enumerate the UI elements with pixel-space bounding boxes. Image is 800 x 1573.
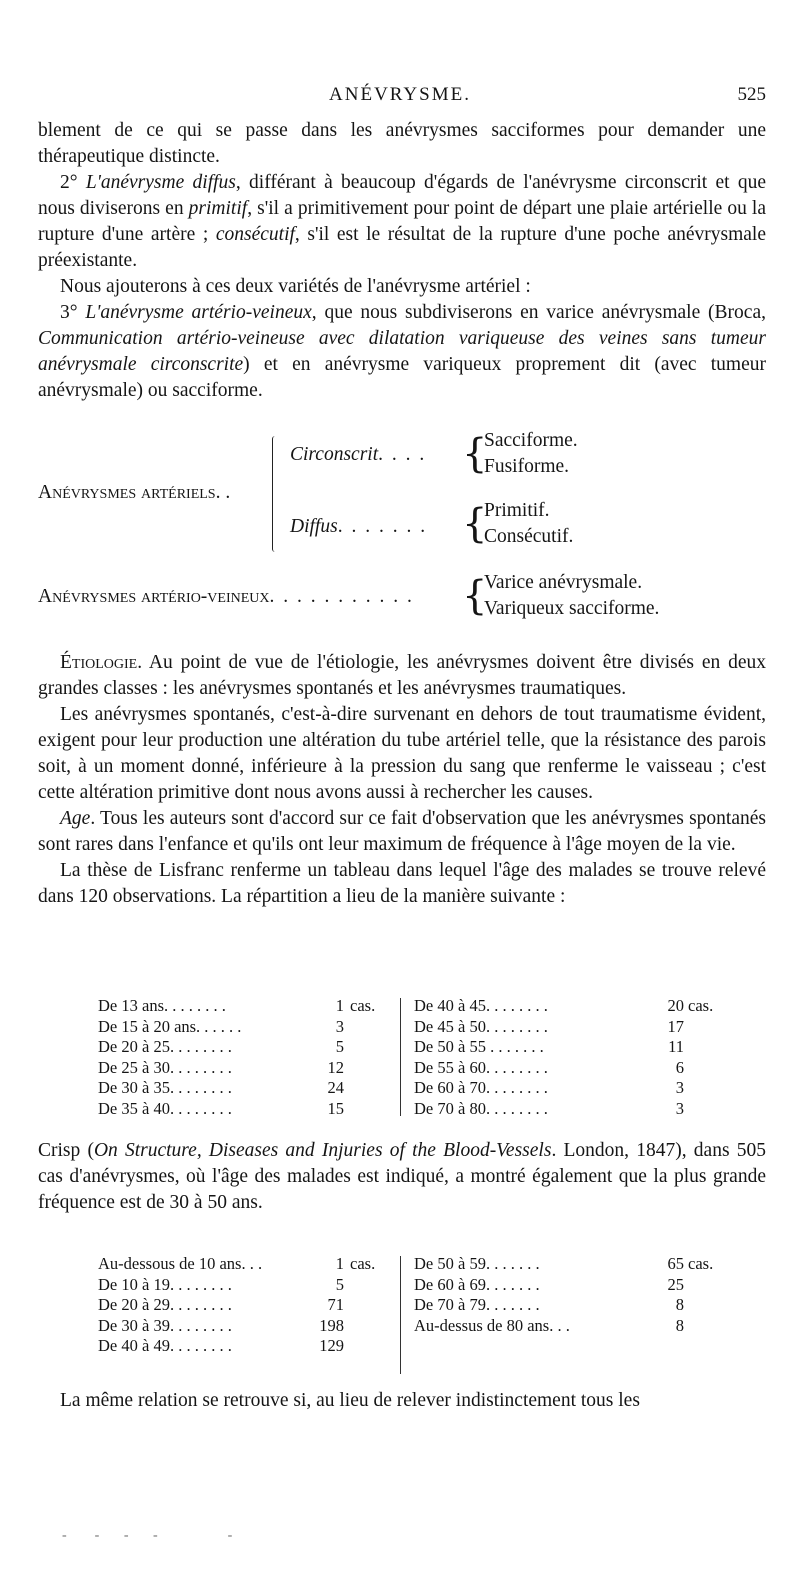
text-span: , s'il a primitivement pour point de départ une plaie artérielle ou la rupture d'une artère ; [38, 198, 767, 245]
table-row [414, 996, 714, 1017]
case-count: 24 [327, 1078, 344, 1097]
label-circonscrit: Circonscrit [290, 444, 379, 465]
paragraph-crisp [38, 1138, 766, 1216]
table-row [98, 996, 398, 1017]
left-bracket [272, 436, 279, 552]
classification-diagram [38, 430, 766, 620]
text-span: ) et en anévrysme variqueux proprement dit (avec tumeur anévrysmale) ou sacciforme. [38, 354, 766, 401]
age-range-label: De 50 à 55 . . . . . . . [414, 1037, 544, 1056]
case-count: 8 [675, 1315, 684, 1335]
label-diffus: Diffus [290, 516, 338, 537]
brace-icon: { [462, 501, 488, 547]
paragraph-spontanes: Les anévrysmes spontanés, c'est-à-dire survenant en dehors de tout traumatisme évident, exigent pour leur production une altération du tube artériel telle, que la résistance des parois soit, à un moment donné, inférieure à la pression du sang que renferme le vaisseau ; c'est cette altération primitive dont nous avons aussi à rechercher les causes. [38, 704, 766, 803]
age-range-label: De 60 à 70. . . . . . . . [414, 1078, 548, 1097]
label-circonscrit-row [290, 444, 426, 466]
term-diffus: L'anévrysme diffus [85, 172, 236, 193]
age-range-label: De 30 à 39. . . . . . . . [98, 1315, 232, 1335]
case-count: 20 [667, 996, 684, 1015]
age-range-label: De 35 à 40. . . . . . . . [98, 1098, 232, 1118]
case-count: 3 [675, 1098, 684, 1118]
item-consecutif: Consécutif. [484, 526, 574, 547]
text-span: Crisp ( [38, 1140, 94, 1161]
case-count: 5 [335, 1274, 344, 1294]
age-range-label: De 30 à 35. . . . . . . . [98, 1078, 232, 1097]
age-range-label: De 13 ans. . . . . . . . [98, 996, 226, 1015]
age-range-label: De 70 à 79. . . . . . . [414, 1295, 540, 1314]
table-row [98, 1058, 398, 1079]
page-number: 525 [737, 84, 766, 105]
brace-icon: { [462, 431, 488, 477]
text-block-middle [38, 650, 766, 910]
age-range-label: De 50 à 59. . . . . . . [414, 1254, 540, 1273]
case-count: 3 [675, 1078, 684, 1097]
age-range-label: De 40 à 49. . . . . . . . [98, 1336, 232, 1355]
age-range-label: De 10 à 19. . . . . . . . [98, 1274, 232, 1294]
table-row [98, 1099, 398, 1120]
label-arterial: Anévrysmes artériels. . [38, 482, 231, 503]
item-primitif: Primitif. [484, 500, 550, 521]
table-row [98, 1078, 398, 1099]
table-column-left [98, 1254, 398, 1357]
paragraph-arterio-veineux [38, 300, 766, 404]
heading-age: Age [60, 808, 91, 829]
text-span: , s'il est le résultat de la rupture d'une poche anévrysmale préexistante. [38, 224, 766, 271]
text-span: , différant à beaucoup d'égards de l'anévrysme circonscrit et que nous diviserons en [38, 172, 766, 219]
table-row [414, 1078, 714, 1099]
age-range-label: De 60 à 69. . . . . . . [414, 1274, 540, 1294]
paragraph-age [38, 806, 766, 858]
case-count: 6 [675, 1057, 684, 1077]
age-range-label: De 15 à 20 ans. . . . . . [98, 1016, 242, 1036]
case-count: 15 [327, 1098, 344, 1118]
case-count: 1 [335, 996, 344, 1015]
table-lisfranc [98, 996, 718, 1120]
case-count: 1 [335, 1254, 344, 1273]
brace-icon: { [462, 573, 488, 619]
text-block-top [38, 118, 766, 404]
table-row [414, 1099, 714, 1120]
term-consecutif: consécutif [215, 224, 295, 245]
item-sacciforme: Sacciforme. [484, 430, 578, 451]
paragraph-lisfranc: La thèse de Lisfranc renferme un tableau dans lequel l'âge des malades se trouve relevé dans 120 observations. La répartition a lieu de la manière suivante : [38, 860, 766, 907]
table-column-right [414, 1254, 714, 1336]
text-block-bottom [38, 1388, 766, 1414]
case-count: 17 [667, 1016, 684, 1036]
case-count: 198 [319, 1315, 344, 1335]
case-count: 11 [668, 1037, 684, 1056]
text-span: . Au point de vue de l'étiologie, les anévrysmes doivent être divisés en deux grandes classes : les anévrysmes spontanés et les anévrysmes traumatiques. [38, 652, 766, 699]
case-count: 5 [335, 1037, 344, 1056]
term-primitif: primitif [188, 198, 248, 219]
case-count: 8 [675, 1295, 684, 1314]
table-row [98, 1336, 398, 1357]
book-title: On Structure, Diseases and Injuries of the Blood-Vessels [93, 1140, 552, 1161]
unit-label: cas. [688, 996, 714, 1015]
case-count: 3 [335, 1016, 344, 1036]
table-row [414, 1316, 714, 1337]
paragraph-relation: La même relation se retrouve si, au lieu de relever indistinctement tous les [60, 1390, 640, 1411]
label-diffus-row [290, 516, 427, 538]
age-range-label: De 20 à 29. . . . . . . . [98, 1295, 232, 1314]
table-row [98, 1254, 398, 1275]
table-column-left [98, 996, 398, 1119]
text-span: . London, 1847), dans 505 cas d'anévrysmes, où l'âge des malades est indiqué, a montré également que la plus grande fréquence est de 30 à 50 ans. [38, 1140, 766, 1213]
paragraph-continuation: blement de ce qui se passe dans les anévrysmes sacciformes pour demander une thérapeutique distincte. [38, 120, 766, 167]
term-communication: Communication artério-veineuse avec dilatation variqueuse des veines sans tumeur anévrysmale circonscrite [38, 328, 766, 375]
enum-3: 3° [60, 302, 86, 323]
table-row [414, 1058, 714, 1079]
table-row [414, 1295, 714, 1316]
table-row [414, 1017, 714, 1038]
table-row [98, 1295, 398, 1316]
text-span: . Tous les auteurs sont d'accord sur ce fait d'observation que les anévrysmes spontanés sont rares dans l'enfance et qu'ils ont leur maximum de fréquence à l'âge moyen de la vie. [38, 808, 766, 855]
table-column-right [414, 996, 714, 1119]
table-row [414, 1275, 714, 1296]
page-footer-marks: - - - - - [62, 1528, 233, 1543]
age-range-label: Au-dessus de 80 ans. . . [414, 1315, 570, 1335]
table-row [98, 1017, 398, 1038]
table-row [414, 1037, 714, 1058]
age-range-label: De 55 à 60. . . . . . . . [414, 1057, 548, 1077]
item-variqueux: Variqueux sacciforme. [484, 598, 660, 619]
age-range-label: De 20 à 25. . . . . . . . [98, 1037, 232, 1056]
table-row [414, 1254, 714, 1275]
unit-label: cas. [350, 996, 376, 1015]
table-row [98, 1037, 398, 1058]
case-count: 25 [667, 1274, 684, 1294]
case-count: 129 [319, 1336, 344, 1355]
label-arterio-veineux-row [38, 586, 414, 608]
item-fusiforme: Fusiforme. [484, 456, 570, 477]
table-row [98, 1275, 398, 1296]
text-block-crisp [38, 1138, 766, 1216]
table-crisp [98, 1254, 718, 1362]
leader-dots: . . . . [378, 444, 427, 465]
age-range-label: De 45 à 50. . . . . . . . [414, 1016, 548, 1036]
column-divider [400, 998, 401, 1116]
age-range-label: De 40 à 45. . . . . . . . [414, 996, 548, 1015]
label-arterio-veineux: Anévrysmes artério-veineux [38, 586, 270, 607]
item-varice: Varice anévrysmale. [484, 572, 643, 593]
leader-dots: . . . . . . . [337, 516, 428, 537]
column-divider [400, 1256, 401, 1374]
case-count: 12 [327, 1057, 344, 1077]
heading-etiologie: Étiologie [60, 652, 138, 673]
leader-dots: . . . . . . . . . . . [269, 586, 414, 607]
paragraph-etiologie [38, 650, 766, 702]
running-header: ANÉVRYSME. [329, 84, 471, 105]
text-span: , que nous subdiviserons en varice anévrysmale (Broca, [311, 302, 766, 323]
case-count: 71 [327, 1295, 344, 1314]
age-range-label: De 70 à 80. . . . . . . . [414, 1098, 548, 1118]
age-range-label: Au-dessous de 10 ans. . . [98, 1254, 263, 1273]
enum-2: 2° [60, 172, 86, 193]
unit-label: cas. [350, 1254, 376, 1273]
age-range-label: De 25 à 30. . . . . . . . [98, 1057, 232, 1077]
case-count: 65 [667, 1254, 684, 1273]
term-arterio-veineux: L'anévrysme artério-veineux [85, 302, 312, 323]
paragraph-diffus [38, 170, 766, 274]
unit-label: cas. [688, 1254, 714, 1273]
paragraph-ajouterons: Nous ajouterons à ces deux variétés de l'anévrysme artériel : [60, 276, 531, 297]
table-row [98, 1316, 398, 1337]
